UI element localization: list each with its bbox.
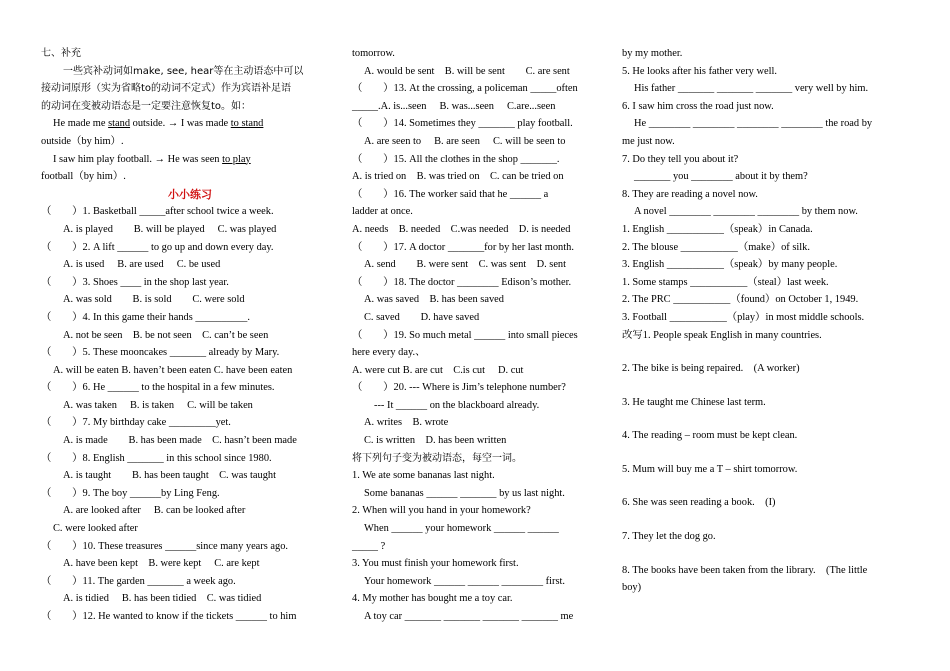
exercise-line: 6. I saw him cross the road just now. <box>622 100 774 112</box>
rewrite-line: 4. The reading – room must be kept clean. <box>622 430 798 442</box>
answer-space <box>622 411 912 427</box>
exercise-line: His father _______ _______ _______ very well by him. <box>634 83 869 95</box>
options-line: A. send B. were sent C. was sent D. sent <box>364 259 567 271</box>
exercise-line: 3. English ___________（speak）by many people. <box>622 259 838 271</box>
example-line: football（by him）. <box>41 171 126 183</box>
exercise-line: 1. English ___________（speak）in Canada. <box>622 223 813 235</box>
question-line: （ ）5. These mooncakes _______ already by Mary. <box>41 347 280 359</box>
exercise-line: by my mother. <box>622 48 683 59</box>
exercise-line: When ______ your homework ______ ______ <box>364 523 559 535</box>
options-line: A. was taken B. is taken C. will be taken <box>63 399 253 411</box>
instruction-line: 将下列句子变为被动语态，每空一词。 <box>352 452 522 464</box>
exercise-line: 3. You must finish your homework first. <box>352 558 519 570</box>
exercise-line: 2. When will you hand in your homework? <box>352 505 531 517</box>
answer-space <box>622 478 912 494</box>
question-line: ladder at once. <box>352 206 413 218</box>
question-line: （ ）13. At the crossing, a policeman _____often <box>352 83 578 95</box>
exercise-line: 1. Some stamps ___________（steal）last week. <box>622 276 829 288</box>
options-line: A. needs B. needed C.was needed D. is needed <box>352 223 571 235</box>
options-line: A. was saved B. has been saved <box>364 294 504 306</box>
column-left <box>41 45 339 626</box>
options-line: A. is taught B. has been taught C. was taught <box>63 470 276 482</box>
answer-space <box>622 378 912 394</box>
rewrite-line: 3. He taught me Chinese last term. <box>622 396 766 408</box>
rewrite-line: 7. They let the dog go. <box>622 531 716 543</box>
question-line: （ ）1. Basketball _____after school twice a week. <box>41 206 274 218</box>
question-line: tomorrow. <box>352 48 395 59</box>
rewrite-line: 5. Mum will buy me a T – shirt tomorrow. <box>622 463 798 475</box>
question-line: here every day.、 <box>352 347 426 359</box>
rewrite-line: boy) <box>622 582 642 594</box>
options-line: A. is made B. has been made C. hasn’t been made <box>63 435 297 447</box>
exercise-line: He ________ ________ ________ ________ the road by <box>634 118 873 130</box>
options-line: A. are looked after B. can be looked after <box>63 505 246 517</box>
question-line: （ ）4. In this game their hands __________. <box>41 311 250 323</box>
rewrite-line: 6. She was seen reading a book. (I) <box>622 497 776 509</box>
example-line: I saw him play football. → He was seen to play <box>53 153 251 165</box>
question-line: （ ）2. A lift ______ to go up and down every day. <box>41 241 274 253</box>
intro-line: 接动词原形（实为省略to的动词不定式）作为宾语补足语 <box>41 83 292 95</box>
answer-space <box>622 445 912 461</box>
options-line: A. is used B. are used C. be used <box>63 259 221 271</box>
intro-line: 一些宾补动词如make, see, hear等在主动语态中可以 <box>63 65 304 77</box>
exercise-line: Some bananas ______ _______ by us last night. <box>364 487 565 499</box>
exercise-line: 8. They are reading a novel now. <box>622 188 758 200</box>
question-line: （ ）6. He ______ to the hospital in a few minutes. <box>41 382 275 394</box>
options-line: A. are seen to B. are seen C. will be seen to <box>364 135 566 147</box>
exercise-line: A toy car _______ _______ _______ _______ me <box>364 611 574 622</box>
question-line: （ ）18. The doctor ________ Edison’s mother. <box>352 276 572 288</box>
exercise-line: 2. The PRC ___________（found）on October 1, 1949. <box>622 294 859 306</box>
options-line: A. writes B. wrote <box>364 417 449 429</box>
exercise-line: 5. He looks after his father very well. <box>622 65 777 77</box>
exercise-line: 4. My mother has bought me a toy car. <box>352 593 513 605</box>
question-line: （ ）19. So much metal ______ into small pieces <box>352 329 578 341</box>
question-line: --- It ______ on the blackboard already. <box>374 399 540 411</box>
example-line: He made me stand outside. → I was made to stand <box>53 118 264 130</box>
exercise-line: 3. Football ___________（play）in most middle schools. <box>622 311 865 323</box>
exercise-line: _____ ? <box>352 540 386 552</box>
question-line: （ ）20. --- Where is Jim’s telephone number? <box>352 382 566 394</box>
answer-space <box>622 546 912 562</box>
options-line: A. is tried on B. was tried on C. can be tried on <box>352 171 564 183</box>
question-line: （ ）9. The boy ______by Ling Feng. <box>41 487 220 499</box>
options-line: C. is written D. has been written <box>364 435 507 447</box>
question-line: （ ）14. Sometimes they _______ play football. <box>352 118 573 130</box>
question-line: （ ）7. My birthday cake _________yet. <box>41 417 231 429</box>
options-line: A. was sold B. is sold C. were sold <box>63 294 245 306</box>
exercise-line: _______ you ________ about it by them? <box>634 171 808 183</box>
question-line: （ ）16. The worker said that he ______ a <box>352 188 549 200</box>
options-line: A. were cut B. are cut C.is cut D. cut <box>352 364 524 376</box>
column-middle <box>352 45 602 626</box>
options-line: A. is played B. will be played C. was played <box>63 223 277 235</box>
options-line: A. will be eaten B. haven’t been eaten C. have been eaten <box>53 364 293 376</box>
exercise-line: 1. We ate some bananas last night. <box>352 470 495 482</box>
question-line: （ ）10. These treasures ______since many years ago. <box>41 540 289 552</box>
options-line: A. have been kept B. were kept C. are kept <box>63 558 260 570</box>
question-line: （ ）11. The garden _______ a week ago. <box>41 575 236 587</box>
example-line: outside（by him）. <box>41 135 124 147</box>
options-line: C. saved D. have saved <box>364 311 480 323</box>
question-line: （ ）8. English _______ in this school since 1980. <box>41 452 272 464</box>
intro-line: 的动词在变被动语态是一定要注意恢复to。如： <box>41 100 252 112</box>
section-title: 七、补充 <box>41 48 81 59</box>
options-line: A. not be seen B. be not seen C. can’t be seen <box>63 329 269 341</box>
options-line: A. would be sent B. will be sent C. are sent <box>364 65 570 77</box>
answer-space <box>622 512 912 528</box>
rewrite-line: 2. The bike is being repaired. (A worker) <box>622 363 800 375</box>
options-line: _____.A. is...seen B. was...seen C.are...seen <box>352 100 556 112</box>
question-line: （ ）15. All the clothes in the shop _______. <box>352 153 560 165</box>
answer-space <box>622 344 912 360</box>
options-line: C. were looked after <box>53 523 138 535</box>
question-line: （ ）17. A doctor _______for by her last month. <box>352 241 574 253</box>
exercise-line: 2. The blouse ___________（make）of silk. <box>622 241 810 253</box>
rewrite-line: 8. The books have been taken from the library. (The little <box>622 564 868 576</box>
exercise-line: me just now. <box>622 135 675 147</box>
practice-heading: 小小练习 <box>168 187 212 201</box>
question-line: （ ）3. Shoes ____ in the shop last year. <box>41 276 229 288</box>
exercise-line: Your homework ______ ______ ________ first. <box>364 575 565 587</box>
column-right <box>622 45 912 597</box>
rewrite-heading: 改写1. People speak English in many countries. <box>622 329 822 341</box>
exercise-line: A novel ________ ________ ________ by them now. <box>634 206 858 218</box>
options-line: A. is tidied B. has been tidied C. was tidied <box>63 593 262 605</box>
question-line: （ ）12. He wanted to know if the tickets ______ to him <box>41 611 297 622</box>
exercise-line: 7. Do they tell you about it? <box>622 153 739 165</box>
